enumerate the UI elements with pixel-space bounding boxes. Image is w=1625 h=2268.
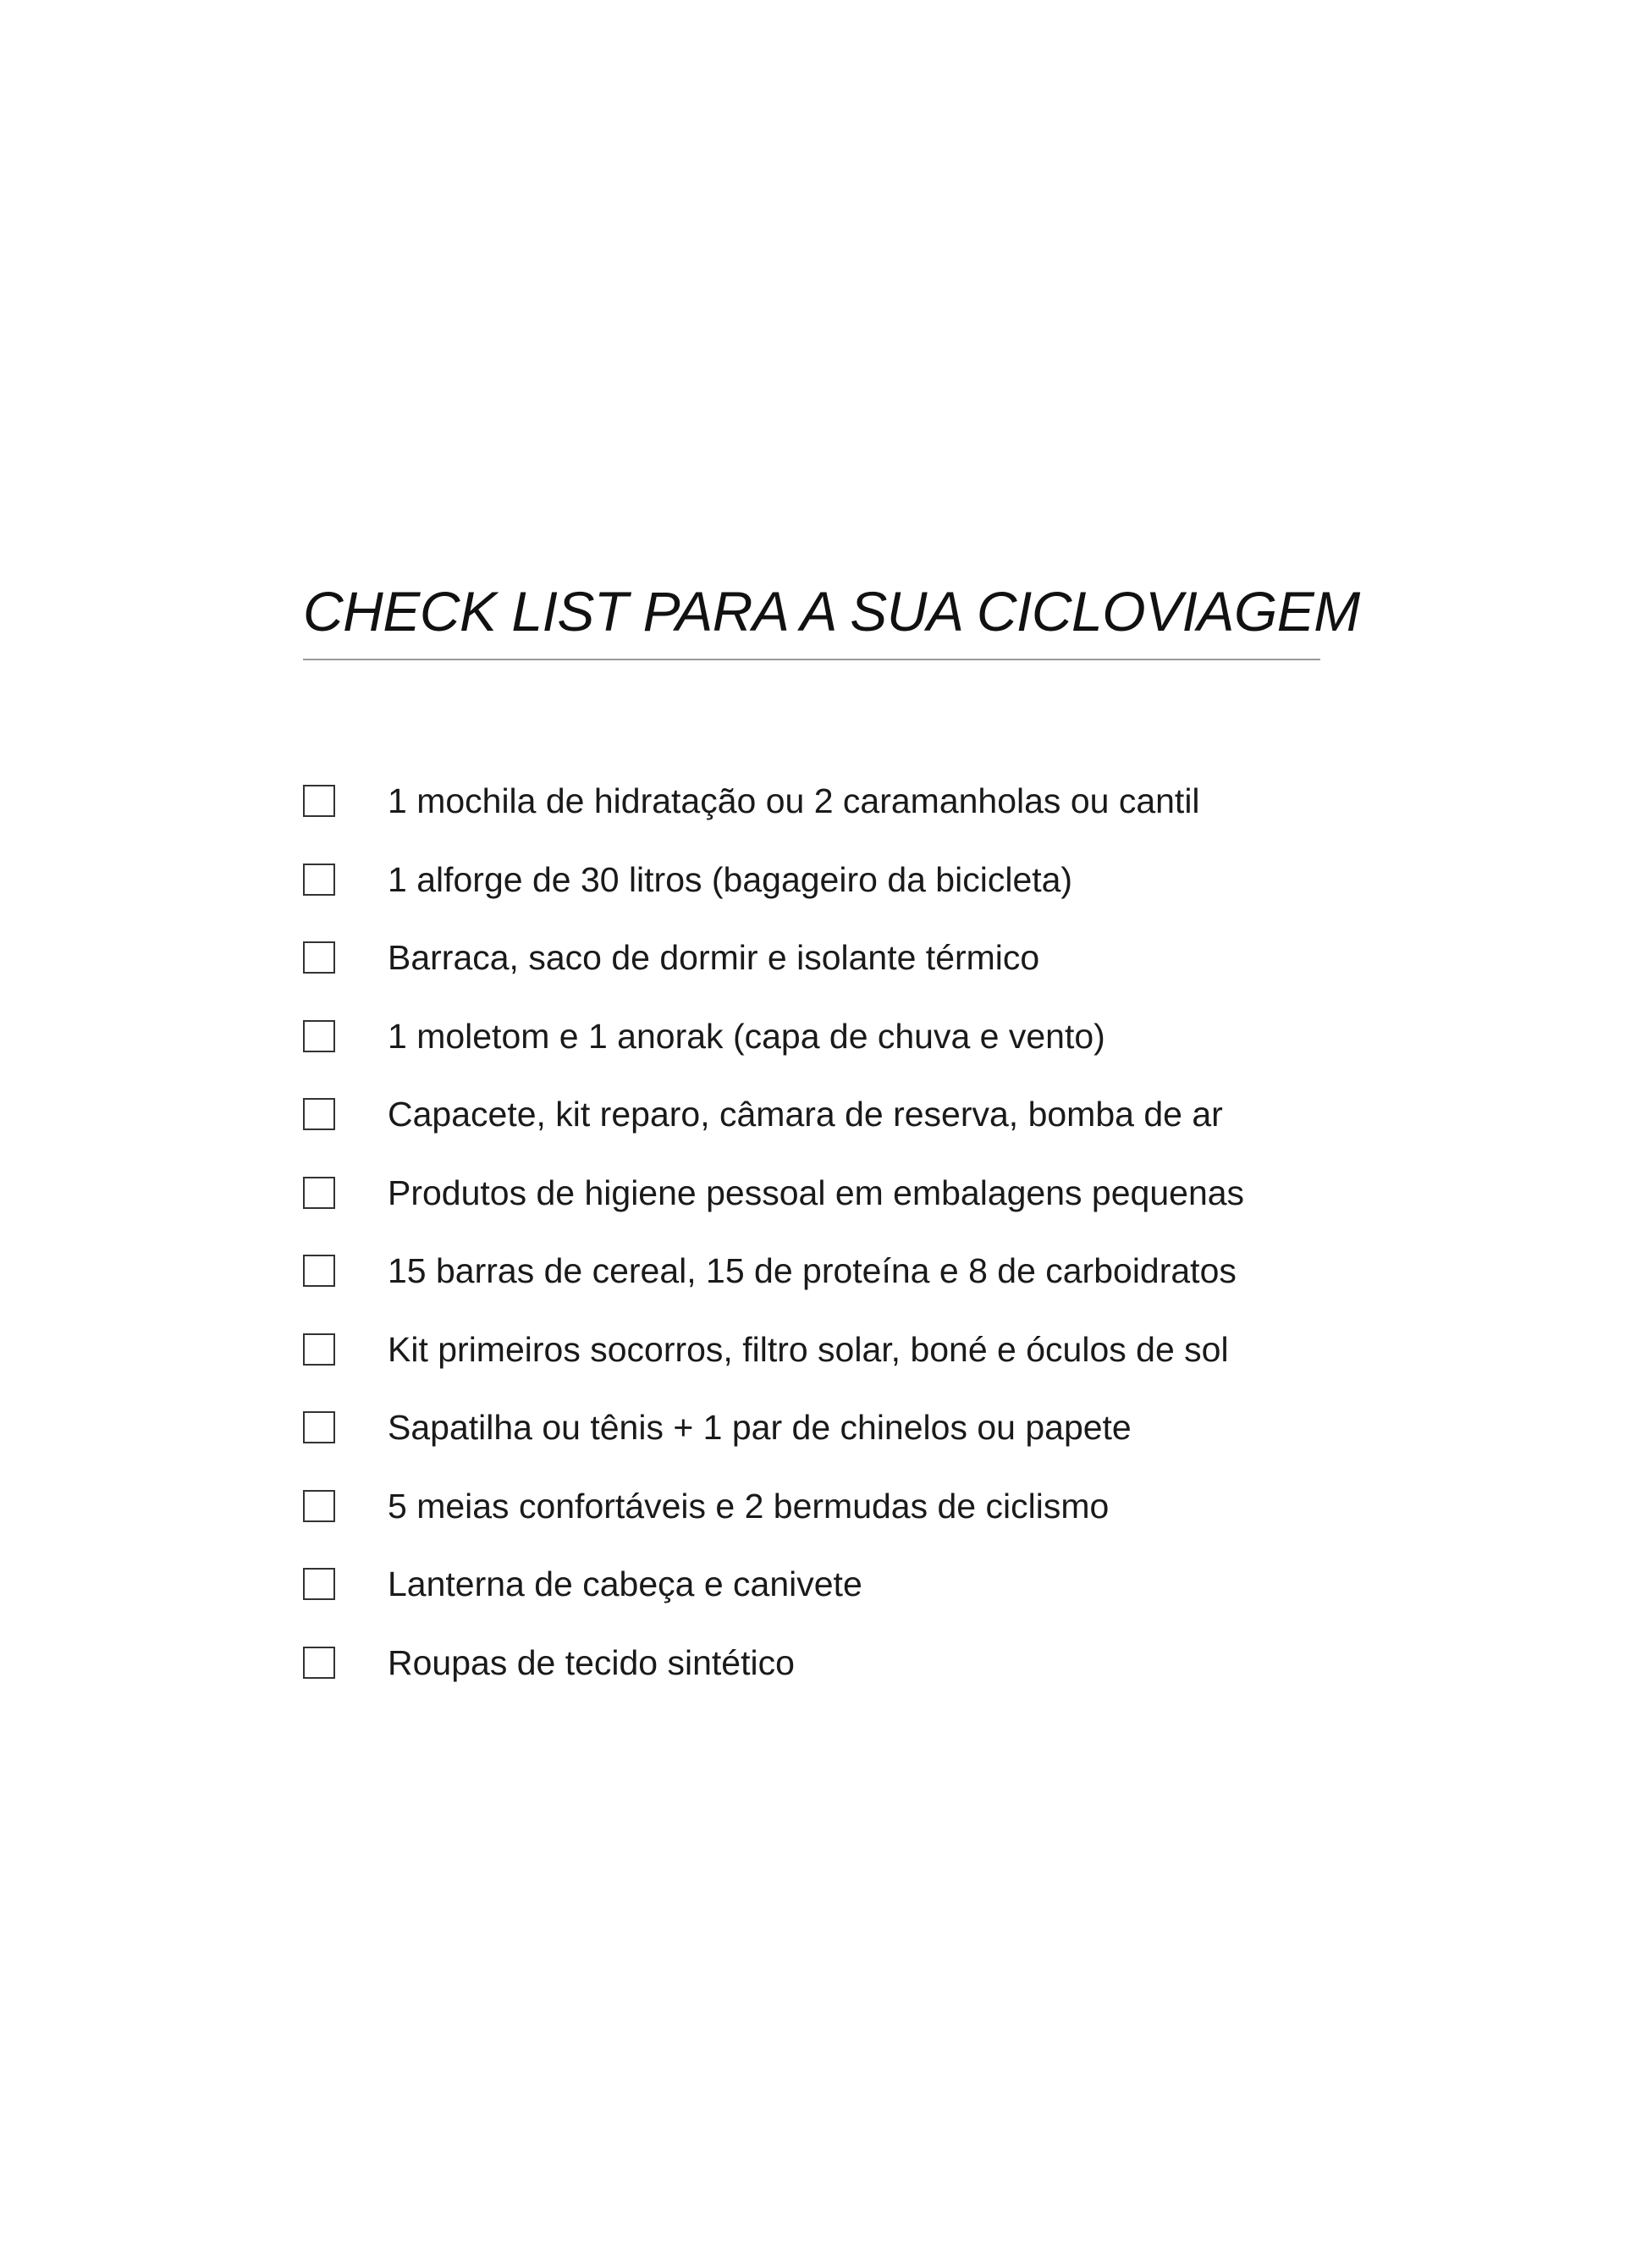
checkbox[interactable]: [303, 1333, 335, 1366]
checklist-item-label: Sapatilha ou tênis + 1 par de chinelos ou papete: [388, 1408, 1132, 1448]
checklist-item-label: Lanterna de cabeça e canivete: [388, 1564, 862, 1604]
checkbox[interactable]: [303, 864, 335, 896]
page-title: CHECK LIST PARA A SUA CICLOVIAGEM: [303, 580, 1360, 643]
checkbox[interactable]: [303, 1177, 335, 1209]
checklist-item-label: Kit primeiros socorros, filtro solar, boné e óculos de sol: [388, 1329, 1229, 1369]
checklist-item-label: 15 barras de cereal, 15 de proteína e 8 de carboidratos: [388, 1251, 1237, 1291]
checklist-item: [303, 919, 1336, 997]
checkbox[interactable]: [303, 785, 335, 817]
checklist-item-label: Produtos de higiene pessoal em embalagens pequenas: [388, 1173, 1245, 1212]
checkbox[interactable]: [303, 1490, 335, 1522]
checklist: [303, 762, 1336, 1702]
checklist-item: [303, 1467, 1336, 1546]
checklist-item: [303, 762, 1336, 841]
checkbox[interactable]: [303, 1411, 335, 1443]
checklist-item-label: 1 mochila de hidratação ou 2 caramanholas ou cantil: [388, 781, 1200, 821]
checklist-item-label: Barraca, saco de dormir e isolante térmico: [388, 938, 1040, 978]
checkbox[interactable]: [303, 1647, 335, 1679]
title-block: [303, 577, 1360, 645]
checkbox[interactable]: [303, 1568, 335, 1600]
checklist-item: [303, 997, 1336, 1076]
title-divider: [303, 659, 1320, 660]
checkbox[interactable]: [303, 941, 335, 974]
checklist-item: [303, 841, 1336, 919]
checklist-item-label: 1 alforge de 30 litros (bagageiro da bicicleta): [388, 859, 1073, 899]
checklist-item: [303, 1388, 1336, 1467]
checklist-item-label: 5 meias confortáveis e 2 bermudas de ciclismo: [388, 1486, 1110, 1526]
checklist-item: [303, 1075, 1336, 1154]
checklist-item-label: Roupas de tecido sintético: [388, 1642, 795, 1682]
checklist-item: [303, 1545, 1336, 1624]
checklist-item: [303, 1311, 1336, 1389]
checklist-item-label: 1 moletom e 1 anorak (capa de chuva e vento): [388, 1016, 1105, 1056]
checklist-item: [303, 1154, 1336, 1233]
checkbox[interactable]: [303, 1255, 335, 1287]
checkbox[interactable]: [303, 1098, 335, 1130]
checklist-item-label: Capacete, kit reparo, câmara de reserva, bomba de ar: [388, 1095, 1223, 1134]
checklist-item: [303, 1232, 1336, 1311]
checklist-item: [303, 1624, 1336, 1702]
checkbox[interactable]: [303, 1020, 335, 1052]
